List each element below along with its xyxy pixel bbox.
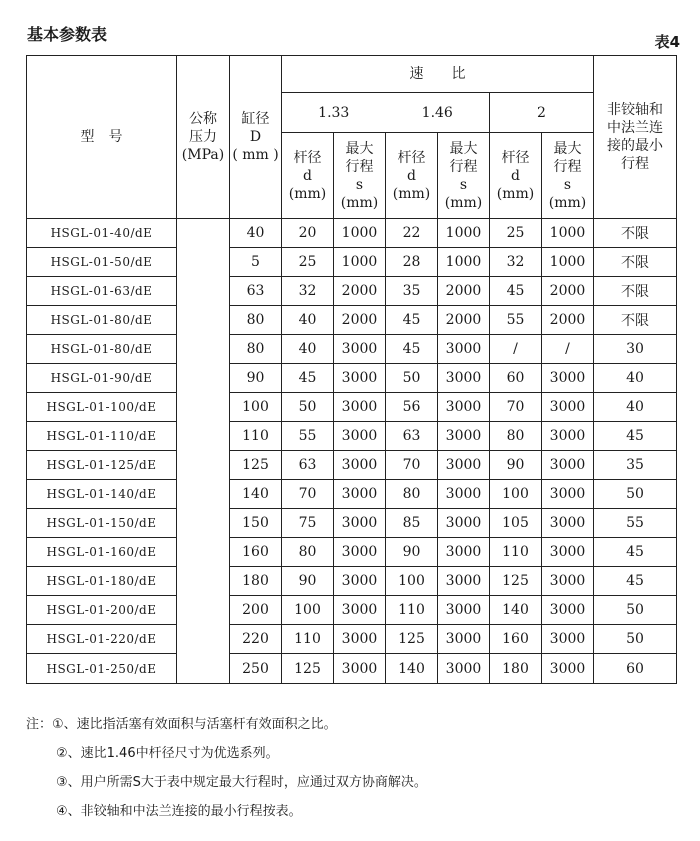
cell-d2: 63	[386, 422, 438, 451]
header-rod-dia-1: 杆径 d (mm)	[282, 133, 334, 219]
table-row	[27, 219, 677, 248]
cell-s2: 3000	[438, 335, 490, 364]
cell-d1: 32	[282, 277, 334, 306]
cell-s1: 3000	[334, 451, 386, 480]
cell-d1: 75	[282, 509, 334, 538]
cell-s1: 2000	[334, 277, 386, 306]
cell-s1: 3000	[334, 567, 386, 596]
cell-model: HSGL-01-100/dE	[27, 393, 177, 422]
cell-s2: 3000	[438, 625, 490, 654]
cell-d1: 80	[282, 538, 334, 567]
cell-s1: 3000	[334, 480, 386, 509]
table-row	[27, 596, 677, 625]
header-bore: 缸径 D ( mm )	[230, 56, 282, 219]
cell-model: HSGL-01-140/dE	[27, 480, 177, 509]
cell-s2: 3000	[438, 567, 490, 596]
cell-min: 不限	[594, 219, 677, 248]
cell-s1: 3000	[334, 654, 386, 684]
cell-d3: 60	[490, 364, 542, 393]
cell-d1: 55	[282, 422, 334, 451]
cell-d3: 32	[490, 248, 542, 277]
cell-s2: 1000	[438, 219, 490, 248]
cell-d2: 45	[386, 306, 438, 335]
table-row	[27, 625, 677, 654]
header-rod-dia-3: 杆径 d (mm)	[490, 133, 542, 219]
cell-bore: 125	[230, 451, 282, 480]
cell-d2: 35	[386, 277, 438, 306]
cell-s3: 3000	[542, 625, 594, 654]
header-speed-ratio: 速 比	[282, 56, 594, 93]
header-pressure: 公称 压力 (MPa)	[177, 56, 230, 219]
cell-d2: 56	[386, 393, 438, 422]
cell-d1: 100	[282, 596, 334, 625]
cell-model: HSGL-01-80/dE	[27, 335, 177, 364]
cell-s1: 3000	[334, 596, 386, 625]
cell-bore: 220	[230, 625, 282, 654]
cell-s1: 3000	[334, 422, 386, 451]
cell-s3: 2000	[542, 277, 594, 306]
cell-model: HSGL-01-125/dE	[27, 451, 177, 480]
table-row	[27, 422, 677, 451]
cell-model: HSGL-01-180/dE	[27, 567, 177, 596]
cell-s2: 3000	[438, 538, 490, 567]
cell-s2: 2000	[438, 306, 490, 335]
table-row	[27, 306, 677, 335]
cell-s1: 1000	[334, 248, 386, 277]
cell-bore: 80	[230, 335, 282, 364]
cell-s3: 3000	[542, 509, 594, 538]
cell-min: 不限	[594, 277, 677, 306]
cell-d2: 70	[386, 451, 438, 480]
cell-s2: 3000	[438, 480, 490, 509]
cell-min: 40	[594, 364, 677, 393]
cell-model: HSGL-01-80/dE	[27, 306, 177, 335]
cell-s3: 3000	[542, 654, 594, 684]
table-row	[27, 364, 677, 393]
cell-min: 60	[594, 654, 677, 684]
header-ratio-133-146: 1.33 1.46	[282, 93, 490, 133]
cell-d3: 25	[490, 219, 542, 248]
cell-d1: 70	[282, 480, 334, 509]
cell-min: 45	[594, 538, 677, 567]
cell-s3: 3000	[542, 393, 594, 422]
cell-s2: 3000	[438, 364, 490, 393]
cell-min: 50	[594, 480, 677, 509]
cell-s3: 3000	[542, 364, 594, 393]
cell-d3: 160	[490, 625, 542, 654]
table-body	[27, 219, 677, 684]
note-1: 注：①、速比指活塞有效面积与活塞杆有效面积之比。	[26, 717, 337, 732]
cell-d1: 50	[282, 393, 334, 422]
cell-s3: 3000	[542, 596, 594, 625]
cell-s3: 3000	[542, 480, 594, 509]
cell-min: 不限	[594, 306, 677, 335]
cell-bore: 140	[230, 480, 282, 509]
cell-d3: 125	[490, 567, 542, 596]
cell-d3: /	[490, 335, 542, 364]
cell-d2: 110	[386, 596, 438, 625]
cell-bore: 40	[230, 219, 282, 248]
cell-s2: 1000	[438, 248, 490, 277]
cell-bore: 160	[230, 538, 282, 567]
cell-d2: 100	[386, 567, 438, 596]
table-row	[27, 567, 677, 596]
cell-pressure	[177, 219, 230, 684]
cell-bore: 80	[230, 306, 282, 335]
header-max-stroke-1: 最大 行程 s (mm)	[334, 133, 386, 219]
table-row	[27, 277, 677, 306]
cell-d1: 25	[282, 248, 334, 277]
cell-min: 50	[594, 596, 677, 625]
cell-s2: 3000	[438, 451, 490, 480]
cell-d3: 110	[490, 538, 542, 567]
page-title: 基本参数表	[27, 25, 108, 44]
cell-s2: 3000	[438, 393, 490, 422]
cell-s3: 3000	[542, 422, 594, 451]
note-4: ④、非铰轴和中法兰连接的最小行程按表。	[56, 804, 302, 819]
header-max-stroke-3: 最大 行程 s (mm)	[542, 133, 594, 219]
cell-d2: 45	[386, 335, 438, 364]
cell-d3: 45	[490, 277, 542, 306]
cell-bore: 200	[230, 596, 282, 625]
table-row	[27, 335, 677, 364]
cell-bore: 180	[230, 567, 282, 596]
cell-bore: 150	[230, 509, 282, 538]
cell-d1: 110	[282, 625, 334, 654]
cell-s2: 3000	[438, 654, 490, 684]
cell-min: 45	[594, 422, 677, 451]
cell-min: 55	[594, 509, 677, 538]
cell-model: HSGL-01-90/dE	[27, 364, 177, 393]
cell-s3: 1000	[542, 219, 594, 248]
cell-d3: 140	[490, 596, 542, 625]
table-row	[27, 509, 677, 538]
header-model: 型 号	[27, 56, 177, 219]
cell-s1: 2000	[334, 306, 386, 335]
cell-bore: 63	[230, 277, 282, 306]
cell-s3: 3000	[542, 451, 594, 480]
table-row	[27, 393, 677, 422]
cell-d2: 85	[386, 509, 438, 538]
cell-s1: 3000	[334, 335, 386, 364]
cell-s2: 3000	[438, 509, 490, 538]
cell-model: HSGL-01-150/dE	[27, 509, 177, 538]
cell-s3: 2000	[542, 306, 594, 335]
cell-s2: 2000	[438, 277, 490, 306]
cell-s3: 3000	[542, 567, 594, 596]
cell-s2: 3000	[438, 422, 490, 451]
cell-d2: 50	[386, 364, 438, 393]
header-rod-dia-2: 杆径 d (mm)	[386, 133, 438, 219]
cell-min: 不限	[594, 248, 677, 277]
cell-bore: 110	[230, 422, 282, 451]
table-row	[27, 654, 677, 684]
cell-model: HSGL-01-250/dE	[27, 654, 177, 684]
cell-model: HSGL-01-110/dE	[27, 422, 177, 451]
cell-s1: 3000	[334, 393, 386, 422]
cell-model: HSGL-01-50/dE	[27, 248, 177, 277]
cell-d2: 125	[386, 625, 438, 654]
cell-model: HSGL-01-40/dE	[27, 219, 177, 248]
cell-d2: 90	[386, 538, 438, 567]
cell-s3: 1000	[542, 248, 594, 277]
cell-bore: 100	[230, 393, 282, 422]
cell-d1: 63	[282, 451, 334, 480]
cell-min: 30	[594, 335, 677, 364]
header-min-stroke: 非铰轴和 中法兰连 接的最小 行程	[594, 56, 677, 219]
parameter-table	[26, 55, 677, 684]
cell-model: HSGL-01-220/dE	[27, 625, 177, 654]
header-max-stroke-2: 最大 行程 s (mm)	[438, 133, 490, 219]
cell-d1: 125	[282, 654, 334, 684]
note-3: ③、用户所需S大于表中规定最大行程时，应通过双方协商解决。	[56, 775, 427, 790]
cell-bore: 90	[230, 364, 282, 393]
table-row	[27, 538, 677, 567]
cell-d3: 80	[490, 422, 542, 451]
cell-d2: 28	[386, 248, 438, 277]
cell-min: 50	[594, 625, 677, 654]
cell-d1: 20	[282, 219, 334, 248]
cell-d3: 90	[490, 451, 542, 480]
cell-model: HSGL-01-160/dE	[27, 538, 177, 567]
cell-s1: 3000	[334, 625, 386, 654]
cell-d2: 80	[386, 480, 438, 509]
table-row	[27, 248, 677, 277]
table-row	[27, 480, 677, 509]
cell-s1: 1000	[334, 219, 386, 248]
cell-s2: 3000	[438, 596, 490, 625]
table-number: 表4	[654, 33, 680, 51]
cell-d3: 180	[490, 654, 542, 684]
cell-bore: 5	[230, 248, 282, 277]
cell-d1: 40	[282, 335, 334, 364]
cell-s3: /	[542, 335, 594, 364]
cell-s1: 3000	[334, 538, 386, 567]
header-ratio-2: 2	[490, 93, 594, 133]
cell-model: HSGL-01-63/dE	[27, 277, 177, 306]
note-2: ②、速比1.46中杆径尺寸为优选系列。	[56, 746, 279, 761]
cell-model: HSGL-01-200/dE	[27, 596, 177, 625]
notes	[26, 710, 427, 826]
cell-d3: 105	[490, 509, 542, 538]
table-row	[27, 451, 677, 480]
cell-d1: 45	[282, 364, 334, 393]
cell-s3: 3000	[542, 538, 594, 567]
cell-d2: 140	[386, 654, 438, 684]
cell-d3: 100	[490, 480, 542, 509]
cell-d3: 70	[490, 393, 542, 422]
cell-d1: 40	[282, 306, 334, 335]
cell-s1: 3000	[334, 364, 386, 393]
cell-d1: 90	[282, 567, 334, 596]
cell-s1: 3000	[334, 509, 386, 538]
cell-min: 45	[594, 567, 677, 596]
cell-d3: 55	[490, 306, 542, 335]
cell-min: 35	[594, 451, 677, 480]
cell-d2: 22	[386, 219, 438, 248]
cell-min: 40	[594, 393, 677, 422]
cell-bore: 250	[230, 654, 282, 684]
